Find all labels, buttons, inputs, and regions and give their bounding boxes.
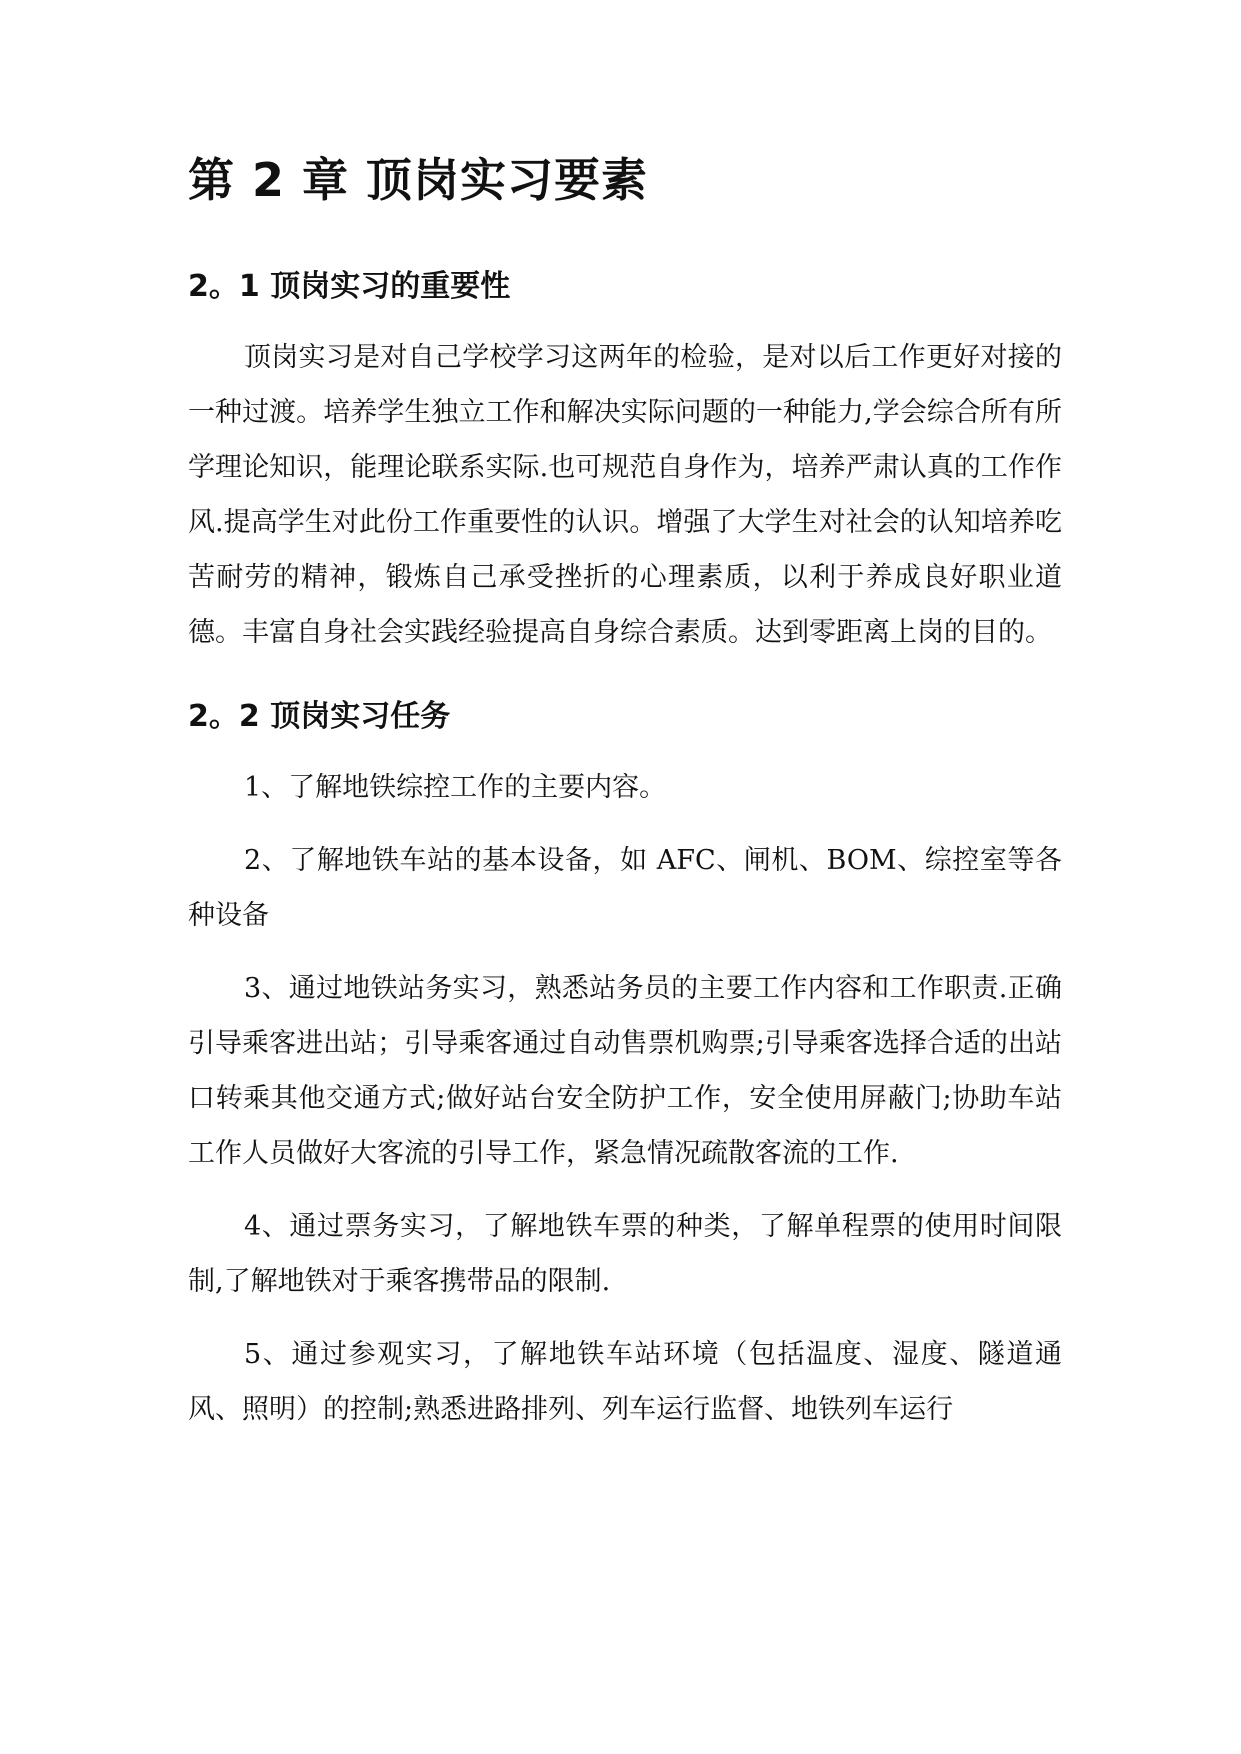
- task-item-2: 2、了解地铁车站的基本设备，如 AFC、闸机、BOM、综控室等各种设备: [188, 845, 1062, 931]
- importance-paragraph: 顶岗实习是对自己学校学习这两年的检验，是对以后工作更好对接的一种过渡。培养学生独立工作和解决实际问题的一种能力,学会综合所有所学理论知识，能理论联系实际.也可规范自身作为，培养严肃认真的工作作风.提高学生对此份工作重要性的认识。增强了大学生对社会的认知培养吃苦耐劳的精神，锻炼自己承受挫折的心理素质，以利于养成良好职业道德。丰富自身社会实践经验提高自身综合素质。达到零距离上岗的目的。: [188, 342, 1062, 648]
- section-heading-importance: 2。1 顶岗实习的重要性: [188, 269, 511, 304]
- task-item-5: 5、通过参观实习，了解地铁车站环境（包括温度、湿度、隧道通风、照明）的控制;熟悉进路排列、列车运行监督、地铁列车运行: [188, 1339, 1062, 1425]
- task-item-4: 4、通过票务实习，了解地铁车票的种类，了解单程票的使用时间限制,了解地铁对于乘客携带品的限制.: [188, 1211, 1062, 1297]
- section-heading-tasks: 2。2 顶岗实习任务: [188, 699, 451, 734]
- task-item-3: 3、通过地铁站务实习，熟悉站务员的主要工作内容和工作职责.正确引导乘客进出站；引导乘客通过自动售票机购票;引导乘客选择合适的出站口转乘其他交通方式;做好站台安全防护工作，安全使用屏蔽门;协助车站工作人员做好大客流的引导工作，紧急情况疏散客流的工作.: [188, 973, 1062, 1169]
- task-item-1: 1、了解地铁综控工作的主要内容。: [244, 772, 667, 803]
- document-body: [188, 148, 1062, 1455]
- chapter-title: 第 2 章 顶岗实习要素: [188, 153, 649, 207]
- task-list: [188, 760, 1062, 1437]
